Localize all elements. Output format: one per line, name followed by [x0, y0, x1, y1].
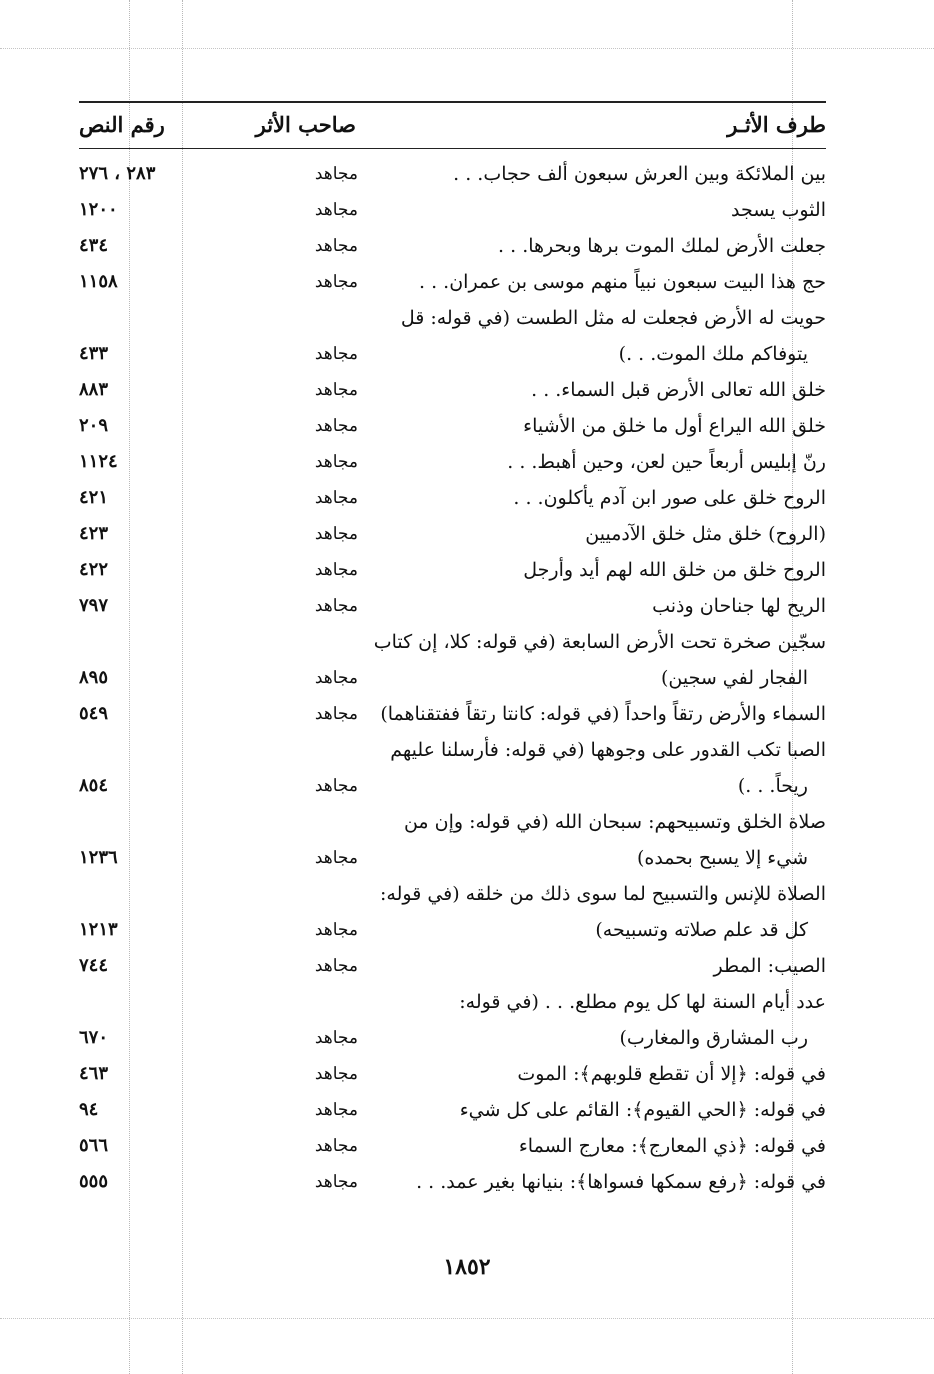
table-row: [79, 516, 826, 552]
athar-text: السماء والأرض رتقاً واحداً (في قوله: كانتا رتقاً ففتقناهما): [380, 703, 826, 725]
athar-text: كل قد علم صلاته وتسبيحه): [595, 919, 808, 941]
table-row: [79, 444, 826, 480]
text-number: ٨٥٤: [79, 775, 109, 796]
athar-author: مجاهد: [314, 704, 358, 724]
athar-author: مجاهد: [314, 1100, 358, 1120]
header-author-column: صاحب الأثر: [255, 112, 356, 137]
athar-text: في قوله: ﴿ذي المعارج﴾: معارج السماء: [518, 1135, 826, 1157]
text-number: ٦٧٠: [79, 1027, 109, 1048]
athar-author: مجاهد: [314, 956, 358, 976]
athar-author: مجاهد: [314, 560, 358, 580]
athar-author: مجاهد: [314, 1172, 358, 1192]
athar-text: حويت له الأرض فجعلت له مثل الطست (في قوله: قل: [400, 307, 826, 329]
index-table-body: [79, 156, 826, 1200]
table-row: [79, 984, 826, 1020]
header-number-column: رقم النص: [79, 112, 165, 137]
header-bottom-rule: [79, 148, 826, 149]
table-row: [79, 588, 826, 624]
athar-text: رنّ إبليس أربعاً حين لعن، وحين أهبط. . .: [507, 451, 826, 473]
table-row: [79, 480, 826, 516]
athar-text: عدد أيام السنة لها كل يوم مطلع. . . (في قوله:: [459, 991, 826, 1013]
athar-author: مجاهد: [314, 596, 358, 616]
athar-text: شيء إلا يسبح بحمده): [636, 847, 808, 869]
table-row: [79, 192, 826, 228]
athar-text: رب المشارق والمغارب): [619, 1027, 808, 1049]
athar-text: الريح لها جناحان وذنب: [652, 595, 826, 617]
athar-author: مجاهد: [314, 488, 358, 508]
text-number: ١٢٠٠: [79, 199, 118, 220]
athar-text: (الروح) خلق مثل خلق الآدميين: [585, 523, 826, 545]
table-row: [79, 1128, 826, 1164]
athar-author: مجاهد: [314, 416, 358, 436]
athar-author: مجاهد: [314, 668, 358, 688]
athar-text: جعلت الأرض لملك الموت برها وبحرها. . .: [498, 235, 826, 257]
table-row: [79, 1092, 826, 1128]
text-number: ٤٣٣: [79, 343, 109, 364]
text-number: ٢٠٩: [79, 415, 109, 436]
text-number: ١١٢٤: [79, 451, 118, 472]
text-number: ٢٨٣ ، ٢٧٦: [79, 163, 156, 184]
athar-author: مجاهد: [314, 1028, 358, 1048]
table-row: [79, 732, 826, 768]
text-number: ٤٦٣: [79, 1063, 109, 1084]
header-text-column: طرف الأثـر: [727, 112, 826, 137]
text-number: ٩٤: [79, 1099, 99, 1120]
athar-text: خلق الله تعالى الأرض قبل السماء. . .: [531, 379, 826, 401]
table-row: [79, 156, 826, 192]
athar-text: صلاة الخلق وتسبيحهم: سبحان الله (في قوله: وإن من: [403, 811, 826, 833]
athar-text: حج هذا البيت سبعون نبياً منهم موسى بن عمران. . .: [419, 271, 826, 293]
text-number: ١١٥٨: [79, 271, 118, 292]
text-number: ٤٢١: [79, 487, 109, 508]
text-number: ٧٤٤: [79, 955, 109, 976]
athar-author: مجاهد: [314, 200, 358, 220]
table-row: [79, 408, 826, 444]
text-number: ٤٢٣: [79, 523, 109, 544]
table-row: [79, 300, 826, 336]
athar-author: مجاهد: [314, 1064, 358, 1084]
text-number: ٥٦٦: [79, 1135, 109, 1156]
scan-guide-line: [0, 1318, 934, 1319]
text-number: ١٢٣٦: [79, 847, 118, 868]
athar-text: الصبا تكب القدور على وجوهها (في قوله: فأرسلنا عليهم: [390, 739, 826, 761]
table-row: [79, 768, 826, 804]
header-top-rule: [79, 101, 826, 103]
table-row: [79, 876, 826, 912]
athar-text: سجّين صخرة تحت الأرض السابعة (في قوله: كلا، إن كتاب: [373, 631, 826, 653]
athar-text: الفجار لفي سجين): [660, 667, 808, 689]
table-row: [79, 1020, 826, 1056]
table-header: [79, 112, 826, 142]
athar-author: مجاهد: [314, 272, 358, 292]
athar-text: خلق الله اليراع أول ما خلق من الأشياء: [523, 415, 826, 437]
page-number: ١٨٥٢: [443, 1254, 491, 1280]
text-number: ٨٨٣: [79, 379, 109, 400]
table-row: [79, 1164, 826, 1200]
athar-author: مجاهد: [314, 344, 358, 364]
table-row: [79, 624, 826, 660]
athar-text: الروح خلق على صور ابن آدم يأكلون. . .: [513, 487, 826, 509]
athar-author: مجاهد: [314, 1136, 358, 1156]
athar-text: بين الملائكة وبين العرش سبعون ألف حجاب. . .: [453, 163, 826, 185]
text-number: ٧٩٧: [79, 595, 109, 616]
table-row: [79, 840, 826, 876]
athar-author: مجاهد: [314, 380, 358, 400]
athar-text: يتوفاكم ملك الموت. . .): [618, 343, 808, 365]
text-number: ١٢١٣: [79, 919, 118, 940]
table-row: [79, 948, 826, 984]
athar-text: الروح خلق من خلق الله لهم أيد وأرجل: [523, 559, 826, 581]
text-number: ٥٤٩: [79, 703, 109, 724]
athar-text: في قوله: ﴿إلا أن تقطع قلوبهم﴾: الموت: [517, 1063, 826, 1085]
athar-text: الصيب: المطر: [713, 955, 826, 977]
athar-text: الثوب يسجد: [730, 199, 826, 221]
athar-text: الصلاة للإنس والتسبيح لما سوى ذلك من خلقه (في قوله:: [380, 883, 826, 905]
text-number: ٤٣٤: [79, 235, 109, 256]
athar-author: مجاهد: [314, 524, 358, 544]
scan-guide-line: [0, 48, 934, 49]
athar-author: مجاهد: [314, 164, 358, 184]
athar-author: مجاهد: [314, 776, 358, 796]
athar-author: مجاهد: [314, 236, 358, 256]
athar-author: مجاهد: [314, 848, 358, 868]
athar-text: في قوله: ﴿رفع سمكها فسواها﴾: بنيانها بغير عمد. . .: [416, 1171, 826, 1193]
table-row: [79, 228, 826, 264]
athar-author: مجاهد: [314, 452, 358, 472]
text-number: ٥٥٥: [79, 1171, 109, 1192]
athar-text: ريحاً. . .): [737, 775, 808, 797]
table-row: [79, 336, 826, 372]
table-row: [79, 1056, 826, 1092]
table-row: [79, 912, 826, 948]
table-row: [79, 552, 826, 588]
table-row: [79, 264, 826, 300]
athar-author: مجاهد: [314, 920, 358, 940]
table-row: [79, 660, 826, 696]
athar-text: في قوله: ﴿الحي القيوم﴾: القائم على كل شيء: [459, 1099, 826, 1121]
table-row: [79, 372, 826, 408]
table-row: [79, 804, 826, 840]
text-number: ٨٩٥: [79, 667, 109, 688]
table-row: [79, 696, 826, 732]
text-number: ٤٢٢: [79, 559, 109, 580]
